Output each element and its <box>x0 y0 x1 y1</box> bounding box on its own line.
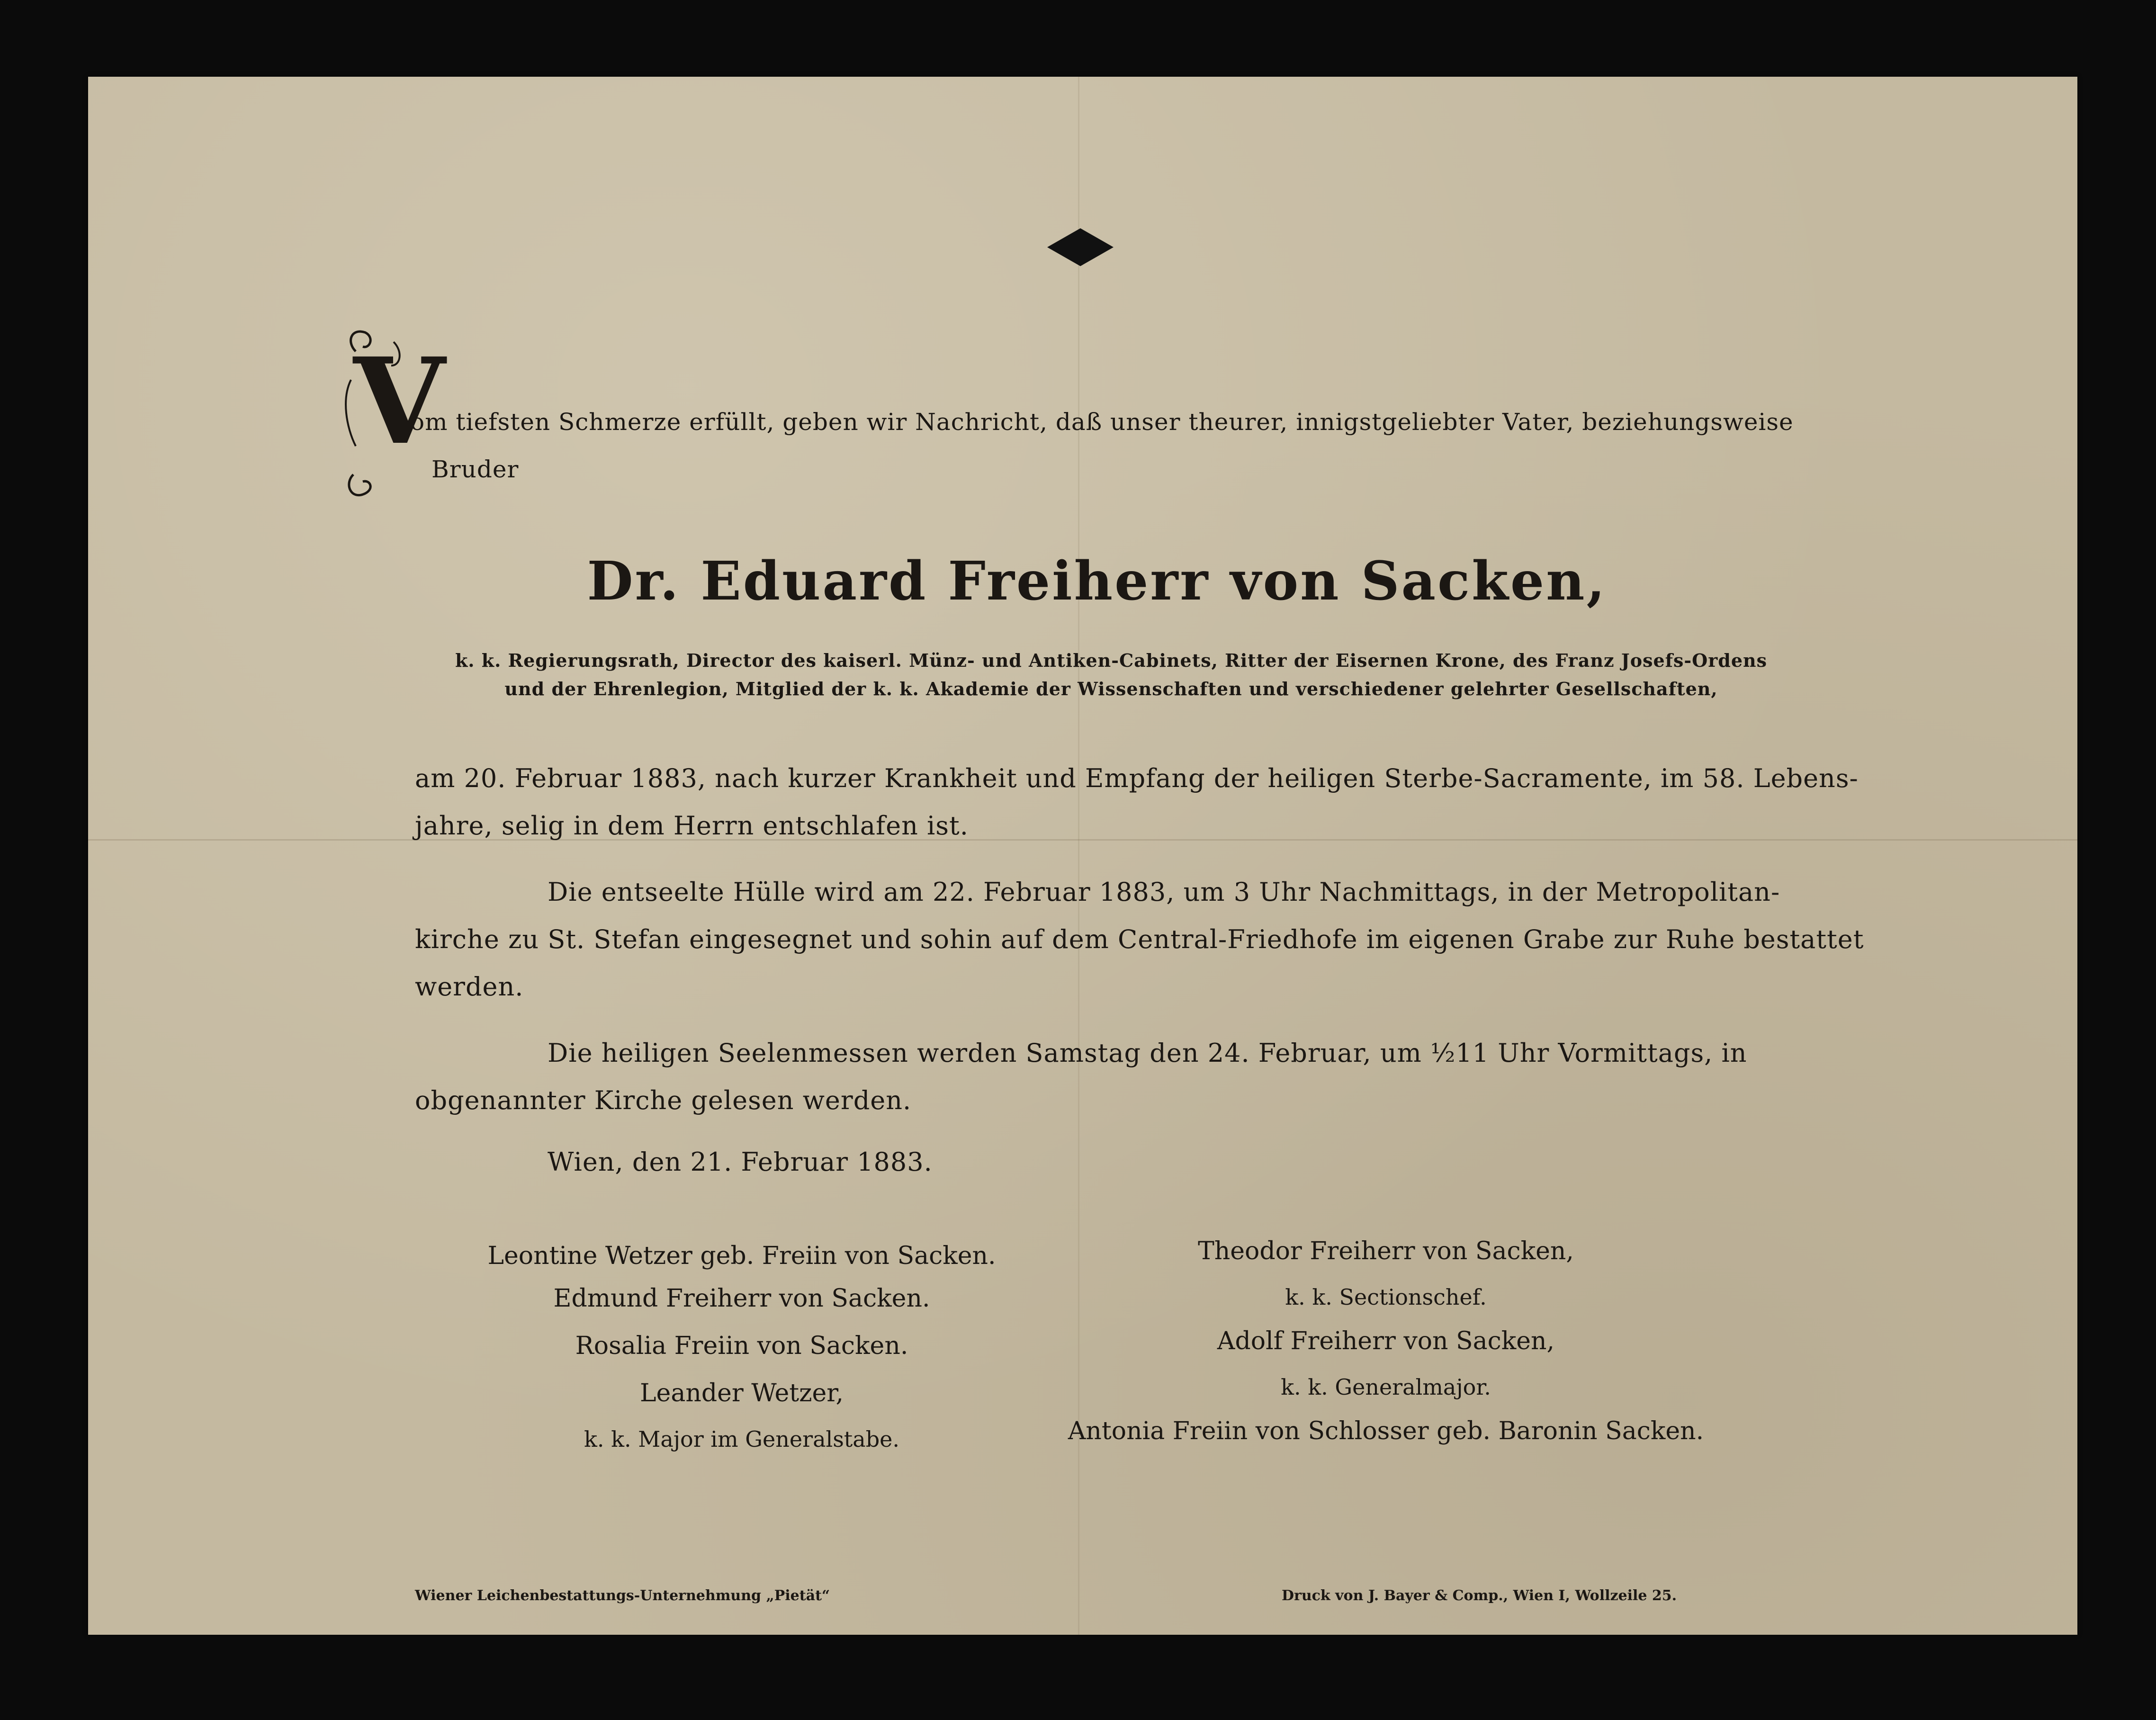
burial-paragraph-line-3: werden. <box>415 972 524 1002</box>
deceased-titles-line-2: und der Ehrenlegion, Mitglied der k. k. Akademie der Wissenschaften und verschiedener gelehrter Gesellschaften, <box>504 678 1718 699</box>
diamond-ornament-icon <box>1047 228 1114 266</box>
paper-fold-horizontal <box>88 839 2077 841</box>
signatory-right-4: k. k. Generalmajor. <box>1281 1374 1491 1400</box>
death-paragraph-line-1: am 20. Februar 1883, nach kurzer Krankheit und Empfang der heiligen Sterbe-Sacramente, im 58. Lebens- <box>415 763 1859 793</box>
signatory-left-1: Leontine Wetzer geb. Freiin von Sacken. <box>487 1242 996 1270</box>
intro-line-2: Bruder <box>431 456 519 483</box>
burial-paragraph-line-1: Die entseelte Hülle wird am 22. Februar 1883, um 3 Uhr Nachmittags, in der Metropolitan- <box>548 877 1780 907</box>
mourning-notice-sheet <box>88 77 2077 1635</box>
signatory-left-5: k. k. Major im Generalstabe. <box>584 1426 900 1452</box>
signatory-left-4: Leander Wetzer, <box>640 1379 844 1407</box>
signatory-left-3: Rosalia Freiin von Sacken. <box>575 1332 908 1360</box>
footer-undertaker: Wiener Leichenbestattungs-Unternehmung „Pietät“ <box>415 1587 830 1604</box>
signatory-right-1: Theodor Freiherr von Sacken, <box>1198 1237 1574 1265</box>
place-date: Wien, den 21. Februar 1883. <box>548 1147 933 1177</box>
mass-paragraph-line-2: obgenannter Kirche gelesen werden. <box>415 1085 912 1115</box>
signatory-right-5: Antonia Freiin von Schlosser geb. Baronin Sacken. <box>1068 1417 1704 1445</box>
deceased-titles-line-1: k. k. Regierungsrath, Director des kaiserl. Münz- und Antiken-Cabinets, Ritter der Eisernen Krone, des Franz Josefs-Ordens <box>455 650 1768 671</box>
signatory-left-2: Edmund Freiherr von Sacken. <box>553 1284 930 1313</box>
footer-printer: Druck von J. Bayer & Comp., Wien I, Wollzeile 25. <box>1282 1587 1677 1604</box>
burial-paragraph-line-2: kirche zu St. Stefan eingesegnet und sohin auf dem Central-Friedhofe im eigenen Grabe zur Ruhe bestattet <box>415 924 1864 954</box>
death-paragraph-line-2: jahre, selig in dem Herrn entschlafen ist. <box>415 811 969 841</box>
initial-letter: V <box>353 331 445 471</box>
signatory-right-3: Adolf Freiherr von Sacken, <box>1217 1327 1555 1355</box>
paper-fold-vertical <box>1078 77 1079 1635</box>
signatory-right-2: k. k. Sectionschef. <box>1285 1284 1487 1310</box>
mass-paragraph-line-1: Die heiligen Seelenmessen werden Samstag den 24. Februar, um ½11 Uhr Vormittags, in <box>548 1038 1747 1068</box>
intro-line-1: om tiefsten Schmerze erfüllt, geben wir Nachricht, daß unser theurer, innigstgeliebter Vater, beziehungsweise <box>410 408 1794 436</box>
deceased-name: Dr. Eduard Freiherr von Sacken, <box>587 550 1607 612</box>
